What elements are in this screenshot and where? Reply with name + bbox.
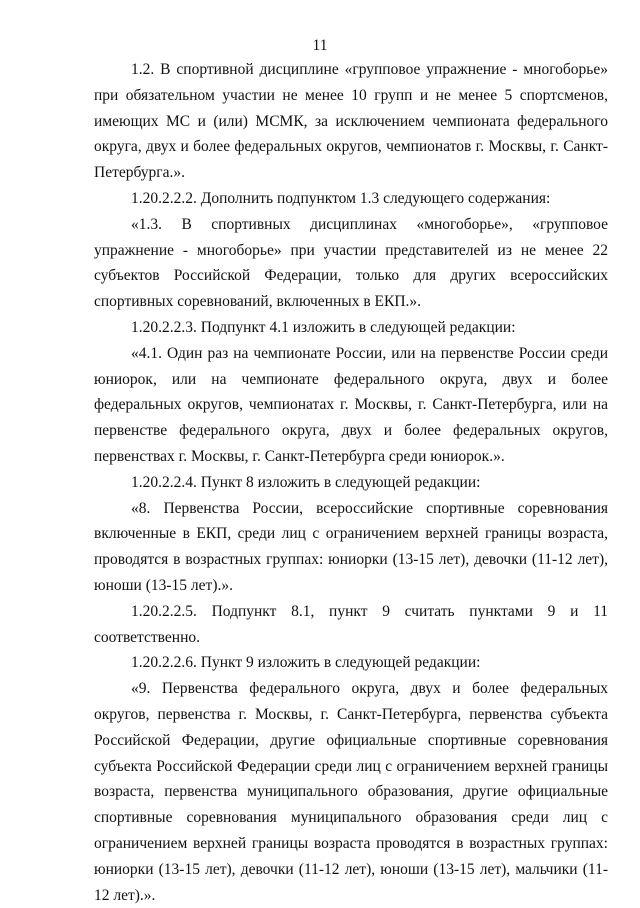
paragraph: 1.20.2.2.4. Пункт 8 изложить в следующей редакции: (131, 473, 481, 491)
paragraph: 1.20.2.2.2. Дополнить подпунктом 1.3 следующего содержания: (131, 189, 551, 207)
paragraph: 1.20.2.2.3. Подпункт 4.1 изложить в следующей редакции: (131, 318, 516, 336)
paragraph: «9. Первенства федерального округа, двух и более федеральных округов, первенства г. Москвы, г. Санкт-Петербурга, первенства субъекта Российской Федерации, другие официальные спортивные соревнования субъекта Российской Федерации среди лиц с ограничением верхней границы возраста, первенства муниципального образования, другие официальные спортивные соревнования муниципального образования среди лиц с ограничением верхней границы возраста проводятся в возрастных группах: юниорки (13-15 лет), девочки (11-12 лет), юноши (13-15 лет), мальчики (11-12 лет).». (94, 680, 608, 904)
paragraph: 1.20.2.2.6. Пункт 9 изложить в следующей редакции: (131, 654, 481, 672)
paragraph: 1.20.2.2.5. Подпункт 8.1, пункт 9 считать пунктами 9 и 11 соответственно. (94, 602, 608, 646)
paragraph: «8. Первенства России, всероссийские спортивные соревнования включенные в ЕКП, среди лиц с ограничением верхней границы возраста, проводятся в возрастных группах: юниорки (13-15 лет), девочки (11-12 лет), юноши (13-15 лет).». (94, 499, 608, 594)
paragraph: «4.1. Один раз на чемпионате России, или на первенстве России среди юниорок, или на чемпионате федерального округа, двух и более федеральных округов, чемпионатах г. Москвы, г. Санкт-Петербурга, или на первенстве федерального округа, двух и более федеральных округов, первенствах г. Москвы, г. Санкт-Петербурга среди юниорок.». (94, 344, 608, 465)
document-body (94, 57, 608, 908)
page-number: 11 (312, 37, 328, 54)
paragraph: «1.3. В спортивных дисциплинах «многоборье», «групповое упражнение - многоборье» при участии представителей из не менее 22 субъектов Российской Федерации, только для других всероссийских спортивных соревнований, включенных в ЕКП.». (94, 215, 608, 311)
paragraph: 1.2. В спортивной дисциплине «групповое упражнение - многоборье» при обязательном участии не менее 10 групп и не менее 5 спортсменов, имеющих МС и (или) МСМК, за исключением чемпионата федерального округа, двух и более федеральных округов, чемпионатов г. Москвы, г. Санкт-Петербурга.». (94, 61, 608, 182)
